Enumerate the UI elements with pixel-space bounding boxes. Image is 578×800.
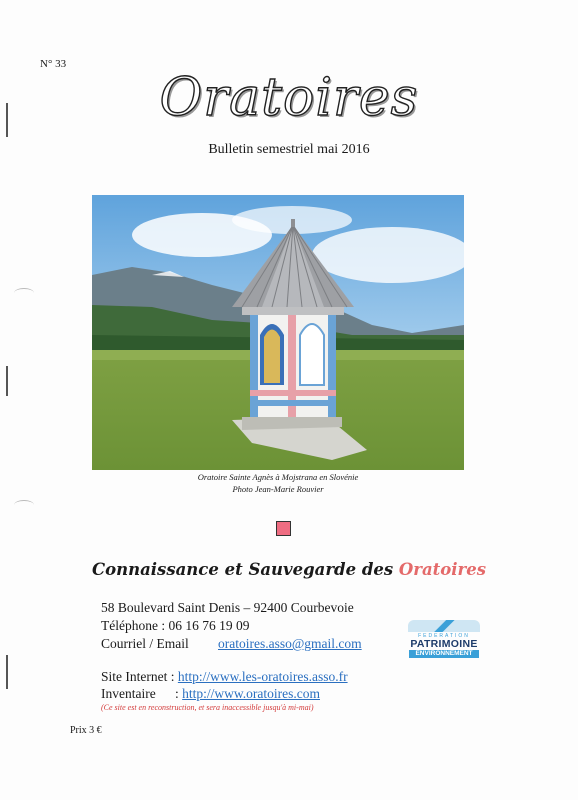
price: Prix 3 € bbox=[70, 725, 102, 736]
tagline-text: Connaissance et Sauvegarde des bbox=[91, 560, 399, 579]
logo-subname: ENVIRONNEMENT bbox=[409, 650, 479, 658]
inventory-link[interactable]: http://www.oratoires.com bbox=[182, 686, 320, 701]
phone-label: Téléphone : bbox=[101, 618, 169, 633]
inventory-line bbox=[101, 686, 320, 702]
website-line bbox=[101, 669, 348, 685]
punch-hole bbox=[14, 500, 34, 510]
website-notice: (Ce site est en reconstruction, et sera inaccessible jusqu'à mi-mai) bbox=[101, 703, 314, 712]
punch-hole bbox=[14, 288, 34, 298]
photo-credit: Photo Jean-Marie Rouvier bbox=[232, 484, 324, 494]
binder-mark bbox=[6, 655, 8, 689]
decorative-square bbox=[276, 521, 291, 536]
logo-name: PATRIMOINE bbox=[410, 638, 478, 650]
website-link[interactable]: http://www.les-oratoires.asso.fr bbox=[177, 669, 348, 684]
oratory-photo-illustration bbox=[92, 195, 464, 470]
inventory-separator: : bbox=[175, 686, 183, 701]
website-label: Site Internet : bbox=[101, 669, 178, 684]
issue-number: N° 33 bbox=[40, 58, 67, 70]
association-tagline bbox=[0, 560, 578, 579]
bulletin-subtitle: Bulletin semestriel mai 2016 bbox=[208, 142, 370, 157]
inventory-label: Inventaire bbox=[101, 686, 156, 701]
photo-caption: Oratoire Sainte Agnès à Mojstrana en Slovénie bbox=[197, 472, 359, 482]
cover-photo bbox=[92, 195, 464, 470]
phone-line bbox=[101, 618, 249, 634]
binder-mark bbox=[6, 366, 8, 396]
tagline-accent: Oratoires bbox=[398, 560, 487, 579]
email-label: Courriel / Email bbox=[101, 636, 189, 651]
logo-roof-icon bbox=[408, 620, 480, 632]
email-link[interactable]: oratoires.asso@gmail.com bbox=[218, 636, 362, 651]
address: 58 Boulevard Saint Denis – 92400 Courbevoie bbox=[101, 600, 354, 615]
logo-federation: FEDERATION bbox=[418, 633, 470, 639]
email-line bbox=[101, 636, 362, 652]
phone-number: 06 16 76 19 09 bbox=[168, 618, 250, 633]
patrimoine-environnement-logo bbox=[405, 620, 483, 662]
page-title: Oratoires bbox=[159, 68, 419, 128]
